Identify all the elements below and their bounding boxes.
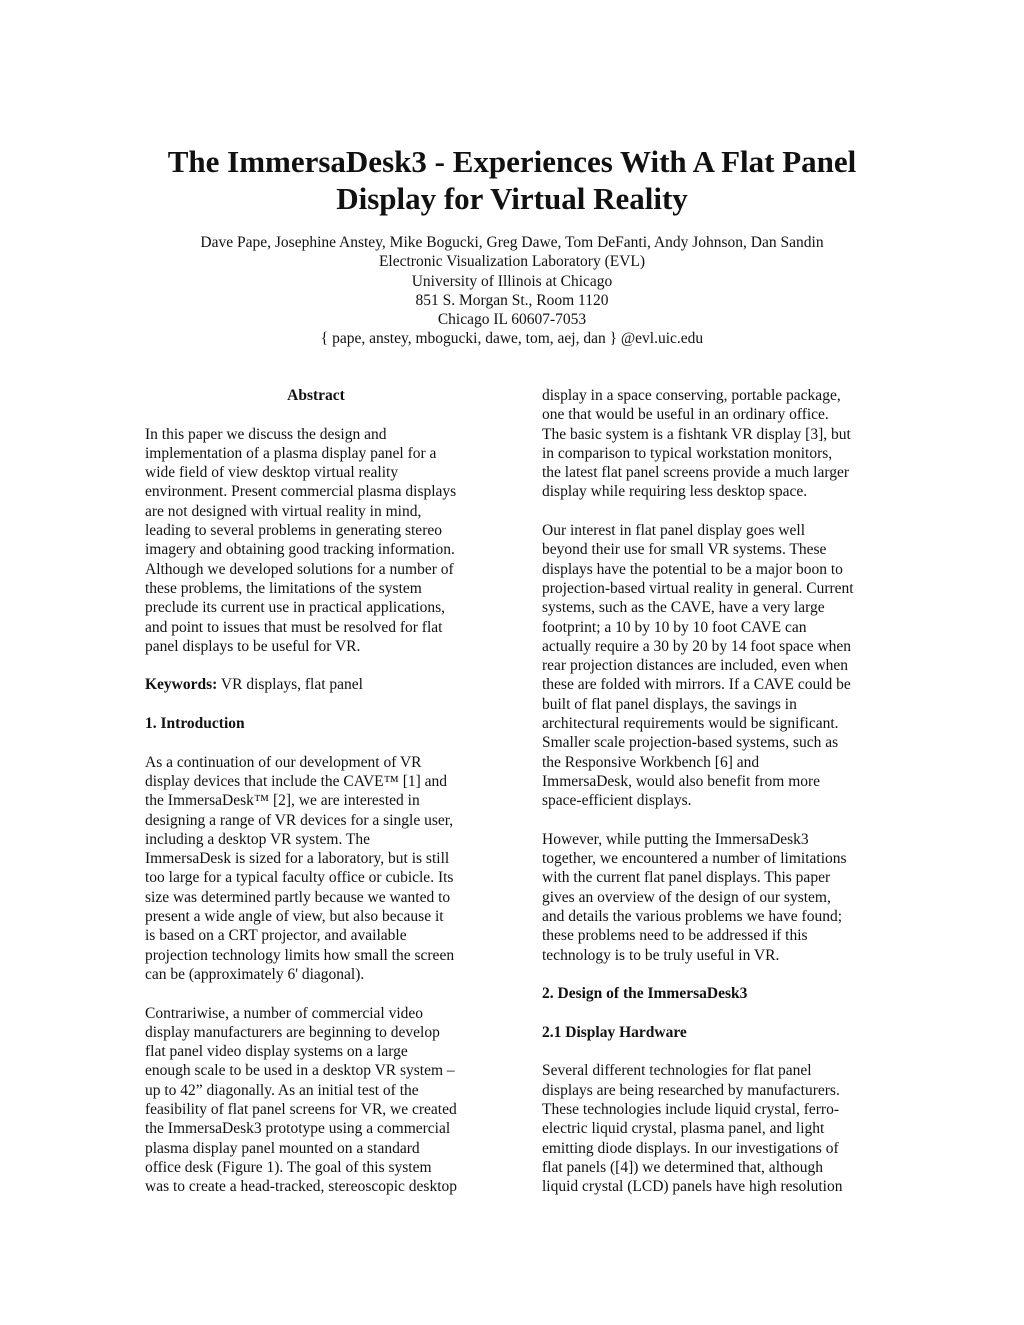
text-line: In this paper we discuss the design and	[145, 425, 387, 443]
text-line: leading to several problems in generating stereo	[145, 522, 442, 540]
text-line: flat panels ([4]) we determined that, although	[542, 1158, 824, 1176]
text-line: these problems need to be addressed if this	[542, 927, 808, 945]
affiliation-lab: Electronic Visualization Laboratory (EVL)	[378, 253, 646, 271]
paper-title	[0, 143, 1024, 217]
text-line: Our interest in flat panel display goes well	[542, 522, 806, 540]
text-line: built of flat panel displays, the savings in	[542, 695, 797, 713]
text-line: in comparison to typical workstation monitors,	[542, 444, 833, 462]
text-line: As a continuation of our development of VR	[145, 753, 422, 771]
text-line: too large for a typical faculty office or cubicle. Its	[145, 869, 454, 887]
text-line: electric liquid crystal, plasma panel, and light	[542, 1120, 825, 1138]
text-line: together, we encountered a number of limitations	[542, 850, 847, 868]
author-names: Dave Pape, Josephine Anstey, Mike Bogucki, Greg Dawe, Tom DeFanti, Andy Johnson, Dan Sandin	[200, 234, 824, 251]
text-line: architectural requirements would be significant.	[542, 715, 839, 733]
text-line: the latest flat panel screens provide a much larger	[542, 464, 850, 482]
right-column	[542, 386, 884, 1216]
author-block	[0, 233, 1024, 349]
text-line: environment. Present commercial plasma displays	[145, 483, 457, 501]
text-line: Smaller scale projection-based systems, such as	[542, 734, 839, 752]
text-line: feasibility of flat panel screens for VR, we created	[145, 1100, 457, 1118]
text-line: displays are being researched by manufacturers.	[542, 1081, 840, 1099]
text-line: projection-based virtual reality in general. Current	[542, 579, 854, 597]
title-line: The ImmersaDesk3 - Experiences With A Flat Panel	[167, 144, 857, 179]
title-line: Display for Virtual Reality	[336, 181, 688, 216]
design-heading: 2. Design of the ImmersaDesk3	[542, 985, 748, 1003]
introduction-paragraph-3	[542, 386, 884, 502]
text-line: display devices that include the CAVE™ [1] and	[145, 772, 448, 790]
text-line: is based on a CRT projector, and available	[145, 927, 407, 945]
text-line: wide field of view desktop virtual reality	[145, 464, 399, 482]
keywords-label: Keywords:	[145, 676, 218, 694]
text-line: and point to issues that must be resolved for flat	[145, 618, 443, 636]
text-line: ImmersaDesk is sized for a laboratory, but is still	[145, 850, 450, 868]
abstract-heading: Abstract	[287, 387, 345, 404]
text-line: ImmersaDesk, would also benefit from more	[542, 772, 821, 790]
text-line: one that would be useful in an ordinary office.	[542, 406, 829, 424]
text-line: emitting diode displays. In our investigations of	[542, 1139, 839, 1157]
left-column	[145, 386, 487, 1216]
abstract-paragraph	[145, 425, 487, 657]
text-line: implementation of a plasma display panel for a	[145, 444, 437, 462]
text-line: actually require a 30 by 20 by 14 foot space when	[542, 637, 852, 655]
text-line: Several different technologies for flat panel	[542, 1062, 812, 1080]
text-line: technology is to be truly useful in VR.	[542, 946, 780, 964]
author-emails: { pape, anstey, mbogucki, dawe, tom, aej, dan } @evl.uic.edu	[320, 330, 704, 348]
keywords-text: VR displays, flat panel	[217, 676, 363, 694]
introduction-paragraph-4	[542, 521, 884, 810]
text-line: display in a space conserving, portable package,	[542, 387, 841, 404]
text-line: size was determined partly because we wanted to	[145, 888, 451, 906]
text-line: space-efficient displays.	[542, 792, 692, 810]
text-line: office desk (Figure 1). The goal of this system	[145, 1158, 432, 1176]
text-line: Contrariwise, a number of commercial video	[145, 1004, 424, 1022]
text-line: The basic system is a fishtank VR display [3], but	[542, 425, 851, 443]
text-line: liquid crystal (LCD) panels have high resolution	[542, 1178, 843, 1196]
introduction-paragraph-5	[542, 830, 884, 965]
text-line: present a wide angle of view, but also because it	[145, 908, 444, 926]
introduction-heading: 1. Introduction	[145, 715, 245, 733]
text-line: Although we developed solutions for a number of	[145, 560, 454, 578]
text-line: These technologies include liquid crystal, ferro-	[542, 1100, 839, 1118]
address-street: 851 S. Morgan St., Room 1120	[415, 291, 609, 309]
text-line: up to 42” diagonally. As an initial test of the	[145, 1081, 419, 1099]
text-line: preclude its current use in practical applications,	[145, 599, 445, 617]
text-line: the ImmersaDesk3 prototype using a commercial	[145, 1120, 451, 1138]
display-hardware-paragraph	[542, 1061, 884, 1196]
text-line: rear projection distances are included, even when	[542, 657, 848, 675]
text-line: and details the various problems we have found;	[542, 908, 843, 926]
text-line: enough scale to be used in a desktop VR system –	[145, 1062, 455, 1080]
text-line: plasma display panel mounted on a standard	[145, 1139, 420, 1157]
text-line: the Responsive Workbench [6] and	[542, 753, 760, 771]
text-line: footprint; a 10 by 10 by 10 foot CAVE can	[542, 618, 807, 636]
text-line: beyond their use for small VR systems. These	[542, 541, 827, 559]
text-line: projection technology limits how small the screen	[145, 946, 455, 964]
text-line: including a desktop VR system. The	[145, 830, 371, 848]
text-line: are not designed with virtual reality in mind,	[145, 502, 422, 520]
text-line: these are folded with mirrors. If a CAVE could be	[542, 676, 851, 694]
display-hardware-heading: 2.1 Display Hardware	[542, 1023, 687, 1041]
address-city: Chicago IL 60607-7053	[437, 311, 587, 329]
introduction-paragraph-1	[145, 753, 487, 985]
affiliation-university: University of Illinois at Chicago	[411, 272, 613, 290]
text-line: gives an overview of the design of our system,	[542, 888, 831, 906]
text-line: displays have the potential to be a major boon to	[542, 560, 843, 578]
text-line: display manufacturers are beginning to develop	[145, 1023, 440, 1041]
text-line: these problems, the limitations of the system	[145, 579, 422, 597]
text-line: flat panel video display systems on a large	[145, 1043, 408, 1061]
text-line: display while requiring less desktop space.	[542, 483, 808, 501]
text-line: the ImmersaDesk™ [2], we are interested in	[145, 792, 420, 810]
text-line: was to create a head-tracked, stereoscopic desktop	[145, 1178, 458, 1196]
text-line: panel displays to be useful for VR.	[145, 637, 361, 655]
text-line: However, while putting the ImmersaDesk3	[542, 830, 809, 848]
text-line: imagery and obtaining good tracking information.	[145, 541, 455, 559]
text-line: with the current flat panel displays. This paper	[542, 869, 831, 887]
text-line: designing a range of VR devices for a single user,	[145, 811, 454, 829]
introduction-paragraph-2	[145, 1004, 487, 1197]
keywords	[145, 675, 487, 694]
text-line: systems, such as the CAVE, have a very large	[542, 599, 825, 617]
text-line: can be (approximately 6' diagonal).	[145, 965, 365, 983]
